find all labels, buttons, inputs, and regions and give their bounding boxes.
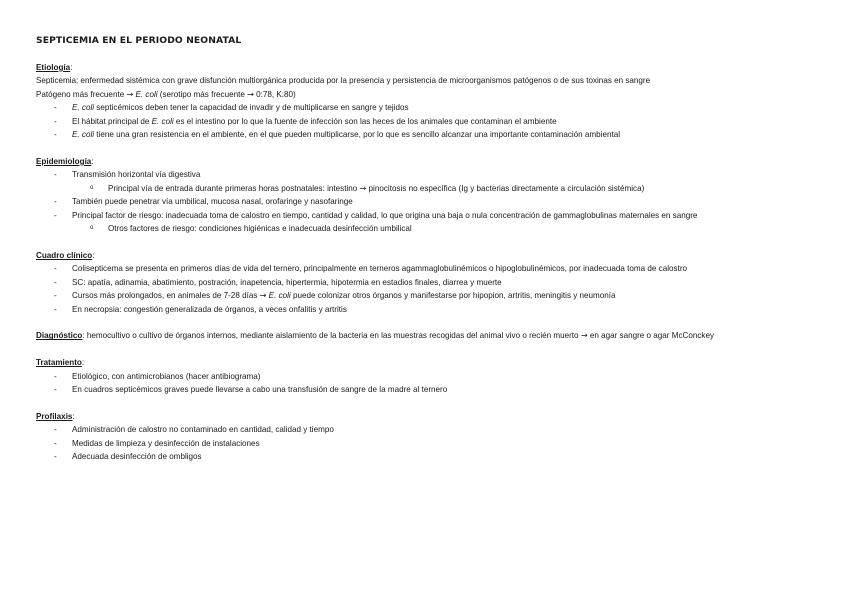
etiologia-list	[36, 101, 836, 141]
list-item: - Cursos más prolongados, en animales de 7-28 días → E. coli puede colonizar otros órganos y manifestarse por hipopion, artritis, meningitis y neumonía	[36, 289, 836, 302]
section-etiologia	[36, 61, 836, 141]
section-tratamiento	[36, 356, 836, 396]
section-heading-diagnostico: Diagnóstico	[36, 331, 83, 341]
tratamiento-list	[36, 370, 836, 397]
list-item: - SC: apatía, adinamia, abatimiento, postración, inapetencia, hipertermia, hipotermia en estadios finales, diarrea y muerte	[36, 276, 836, 289]
list-item: - Principal factor de riesgo: inadecuada toma de calostro en tiempo, cantidad y calidad, lo que origina una baja o nula concentración de gammaglobulinas maternales en sangre	[36, 209, 836, 222]
dash-bullet-icon: -	[54, 197, 57, 207]
arrow-right-icon: →	[247, 88, 254, 99]
section-heading-cuadro-clinico: Cuadro clínico:	[36, 250, 95, 260]
dash-bullet-icon: -	[54, 103, 57, 113]
list-item: - Colisepticema se presenta en primeros días de vida del ternero, principalmente en terneros agammaglobulinémicos o hipoglobulinémicos, por inadecuada toma de calostro	[36, 262, 836, 275]
profilaxis-list	[36, 423, 836, 463]
dash-bullet-icon: -	[54, 385, 57, 395]
list-item: - También puede penetrar vía umbilical, mucosa nasal, orofaringe y nasofaringe	[36, 195, 836, 208]
list-item: - E. coli septicémicos deben tener la capacidad de invadir y de multiplicarse en sangre y tejidos	[36, 101, 836, 114]
dash-bullet-icon: -	[54, 371, 57, 381]
section-heading-epidemiologia: Epidemiología:	[36, 156, 94, 166]
cuadro-list	[36, 262, 836, 316]
diagnostico-text: Diagnóstico: hemocultivo o cultivo de órganos internos, mediante aislamiento de la bacteria en las muestras recogidas del animal vivo o recién muerto → en agar sangre o agar McConckey	[36, 330, 715, 341]
dash-bullet-icon: -	[54, 170, 57, 180]
etiologia-definition: Septicemia: enfermedad sistémica con grave disfunción multiorgánica producida por la presencia y persistencia de microorganismos patógenos o de sus toxinas en sangre	[36, 76, 651, 86]
section-heading-etiologia: Etiología:	[36, 63, 73, 72]
section-heading-tratamiento: Tratamiento:	[36, 358, 85, 368]
dash-bullet-icon: -	[54, 304, 57, 314]
list-item: - En necropsia: congestión generalizada de órganos, a veces onfalitis y artritis	[36, 303, 836, 316]
section-profilaxis	[36, 410, 836, 464]
dash-bullet-icon: -	[54, 291, 57, 301]
arrow-right-icon: →	[126, 88, 134, 99]
arrow-right-icon: →	[359, 182, 367, 193]
section-heading-profilaxis: Profilaxis:	[36, 412, 75, 422]
arrow-right-icon: →	[580, 330, 588, 341]
dash-bullet-icon: -	[54, 264, 57, 274]
list-item: - Transmisión horizontal vía digestiva	[36, 168, 836, 181]
list-item: - En cuadros septicémicos graves puede llevarse a cabo una transfusión de sangre de la madre al ternero	[36, 383, 836, 396]
etiologia-patogeno: Patógeno más frecuente → E. coli (serotipo más frecuente → 0:78, K:80)	[36, 88, 296, 99]
dash-bullet-icon: -	[54, 425, 57, 435]
list-item: - Etiológico, con antimicrobianos (hacer antibiograma)	[36, 370, 836, 383]
list-item: - Medidas de limpieza y desinfección de instalaciones	[36, 437, 836, 450]
list-item: - Administración de calostro no contaminado en cantidad, calidad y tiempo	[36, 423, 836, 436]
dash-bullet-icon: -	[54, 130, 57, 140]
dash-bullet-icon: -	[54, 210, 57, 220]
list-item: - E. coli tiene una gran resistencia en el ambiente, en el que pueden multiplicarse, por lo que es sencillo alcanzar una importante contaminación ambiental	[36, 128, 836, 141]
section-diagnostico	[36, 329, 836, 342]
sub-list-item: o Principal vía de entrada durante primeras horas postnatales: intestino → pinocitosis no específica (Ig y bacterias directamente a circulación sistémica)	[36, 182, 836, 195]
list-item: - Adecuada desinfección de ombligos	[36, 450, 836, 463]
section-cuadro-clinico	[36, 249, 836, 316]
document-title: SEPTICEMIA EN EL PERIODO NEONATAL	[36, 35, 242, 46]
epidemiologia-sublist	[36, 182, 836, 195]
circle-bullet-icon: o	[90, 184, 94, 191]
epidemiologia-list	[36, 168, 836, 181]
arrow-right-icon: →	[259, 290, 267, 301]
dash-bullet-icon: -	[54, 452, 57, 462]
list-item: - El hábitat principal de E. coli es el intestino por lo que la fuente de infección son las heces de los animales que contaminan el ambiente	[36, 115, 836, 128]
sub-list-item: o Otros factores de riesgo: condiciones higiénicas e inadecuada desinfección umbilical	[36, 222, 836, 235]
dash-bullet-icon: -	[54, 438, 57, 448]
dash-bullet-icon: -	[54, 116, 57, 126]
document-page	[36, 34, 836, 477]
dash-bullet-icon: -	[54, 277, 57, 287]
section-epidemiologia	[36, 155, 836, 235]
circle-bullet-icon: o	[90, 224, 94, 231]
